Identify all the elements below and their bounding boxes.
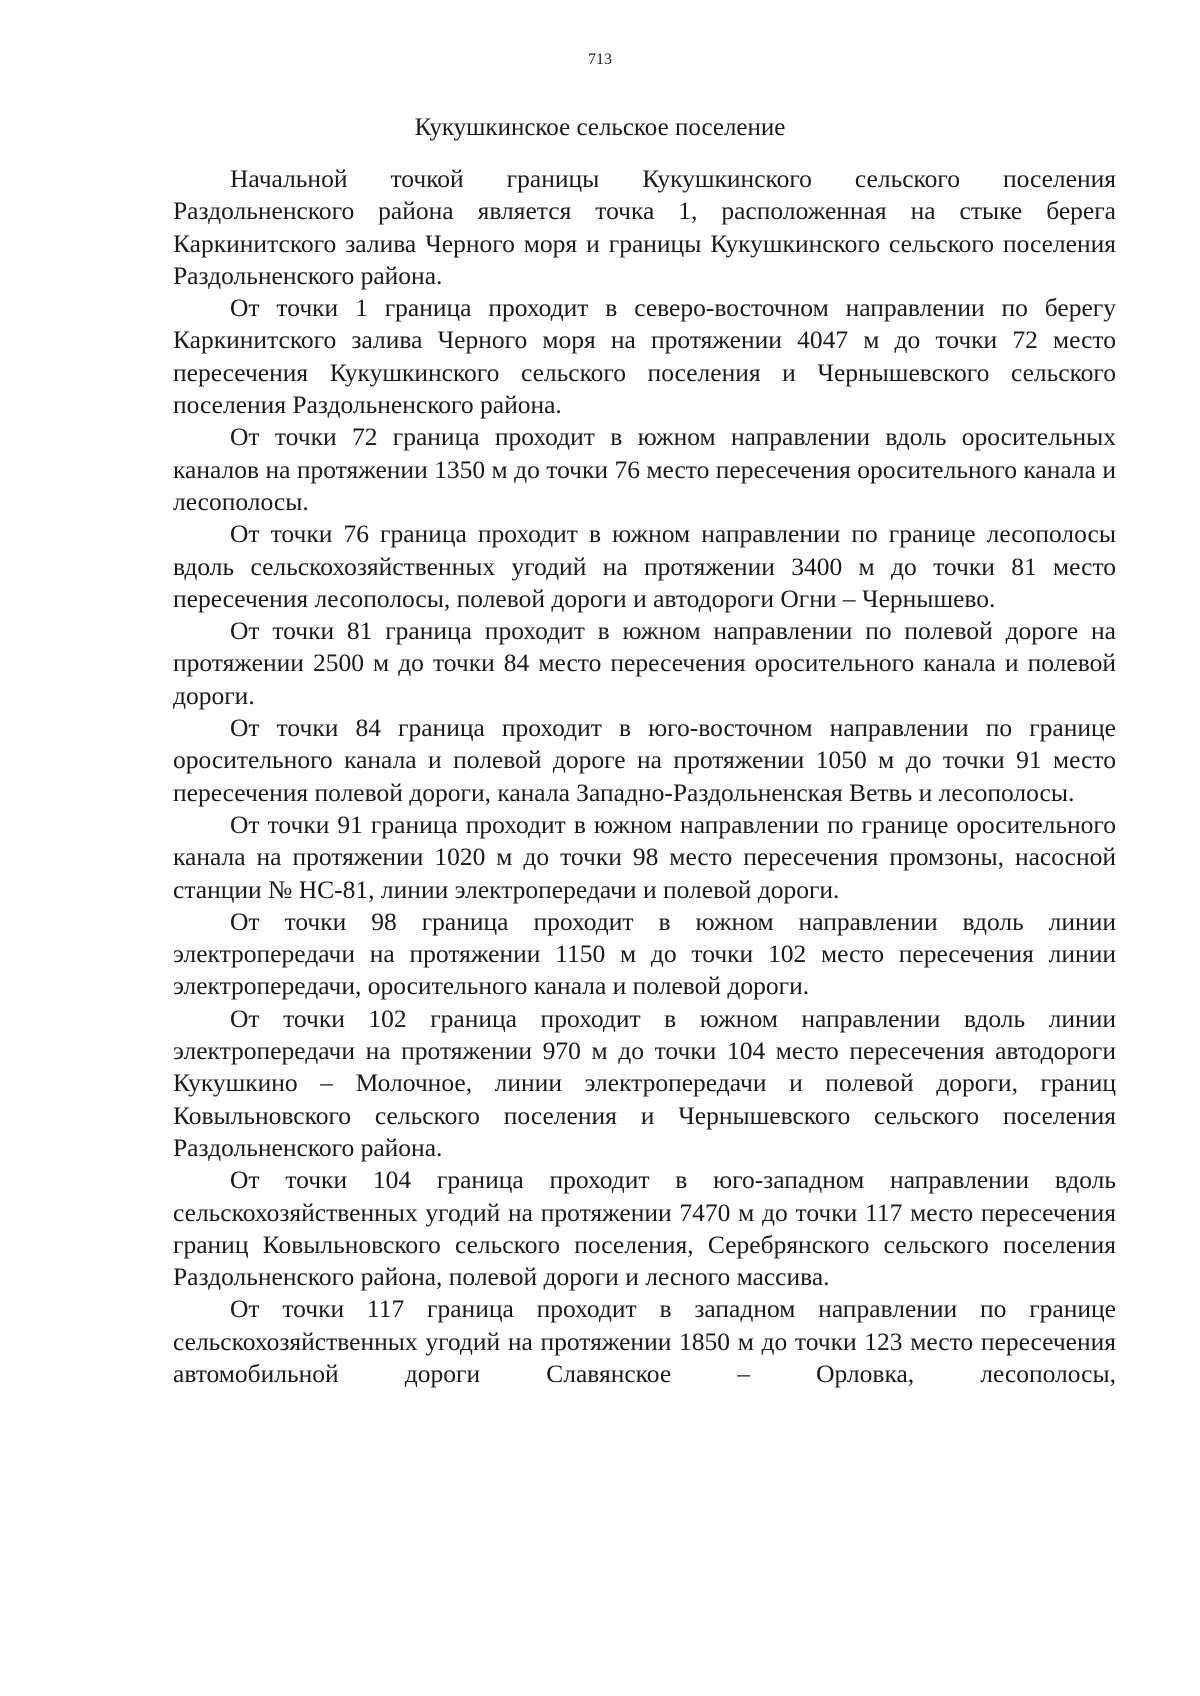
paragraph-3: От точки 72 граница проходит в южном направлении вдоль оросительных каналов на протяжении 1350 м до точки 76 место пересечения оросительного канала и лесополосы. [173, 422, 1116, 516]
paragraph-5: От точки 81 граница проходит в южном направлении по полевой дороге на протяжении 2500 м до точки 84 место пересечения оросительного канала и полевой дороги. [173, 616, 1116, 710]
document-body [173, 163, 1116, 1390]
paragraph-8: От точки 98 граница проходит в южном направлении вдоль линии электропередачи на протяжении 1150 м до точки 102 место пересечения линии электропередачи, оросительного канала и полевой дороги. [173, 906, 1116, 1001]
paragraph-1: Начальной точкой границы Кукушкинского сельского поселения Раздольненского района является точка 1, расположенная на стыке берега Каркинитского залива Черного моря и границы Кукушкинского сельского поселения Раздольненского района. [173, 164, 1116, 290]
paragraph-6: От точки 84 граница проходит в юго-восточном направлении по границе оросительного канала и полевой дороге на протяжении 1050 м до точки 91 место пересечения полевой дороги, канала Западно-Раздольненская Ветвь и лесополосы. [173, 713, 1116, 807]
paragraph-11: От точки 117 граница проходит в западном направлении по границе сельскохозяйственных угодий на протяжении 1850 м до точки 123 место пересечения автомобильной дороги Славянское – Орловка, лесополосы, [173, 1294, 1116, 1388]
paragraph-2: От точки 1 граница проходит в северо-восточном направлении по берегу Каркинитского залива Черного моря на протяжении 4047 м до точки 72 место пересечения Кукушкинского сельского поселения и Чернышевского сельского поселения Раздольненского района. [173, 293, 1116, 420]
paragraph-7: От точки 91 граница проходит в южном направлении по границе оросительного канала на протяжении 1020 м до точки 98 место пересечения промзоны, насосной станции № НС-81, линии электропередачи и полевой дороги. [173, 809, 1116, 904]
page-number: 713 [588, 51, 612, 68]
document-title: Кукушкинское сельское поселение [414, 114, 786, 141]
paragraph-10: От точки 104 граница проходит в юго-западном направлении вдоль сельскохозяйственных угодий на протяжении 7470 м до точки 117 место пересечения границ Ковыльновского сельского поселения, Серебрянского сельского поселения Раздольненского района, полевой дороги и лесного массива. [173, 1165, 1116, 1292]
paragraph-9: От точки 102 граница проходит в южном направлении вдоль линии электропередачи на протяжении 970 м до точки 104 место пересечения автодороги Кукушкино – Молочное, линии электропередачи и полевой дороги, границ Ковыльновского сельского поселения и Чернышевского сельского поселения Раздольненского района. [173, 1003, 1116, 1162]
paragraph-4: От точки 76 граница проходит в южном направлении по границе лесополосы вдоль сельскохозяйственных угодий на протяжении 3400 м до точки 81 место пересечения лесополосы, полевой дороги и автодороги Огни – Чернышево. [173, 519, 1116, 613]
